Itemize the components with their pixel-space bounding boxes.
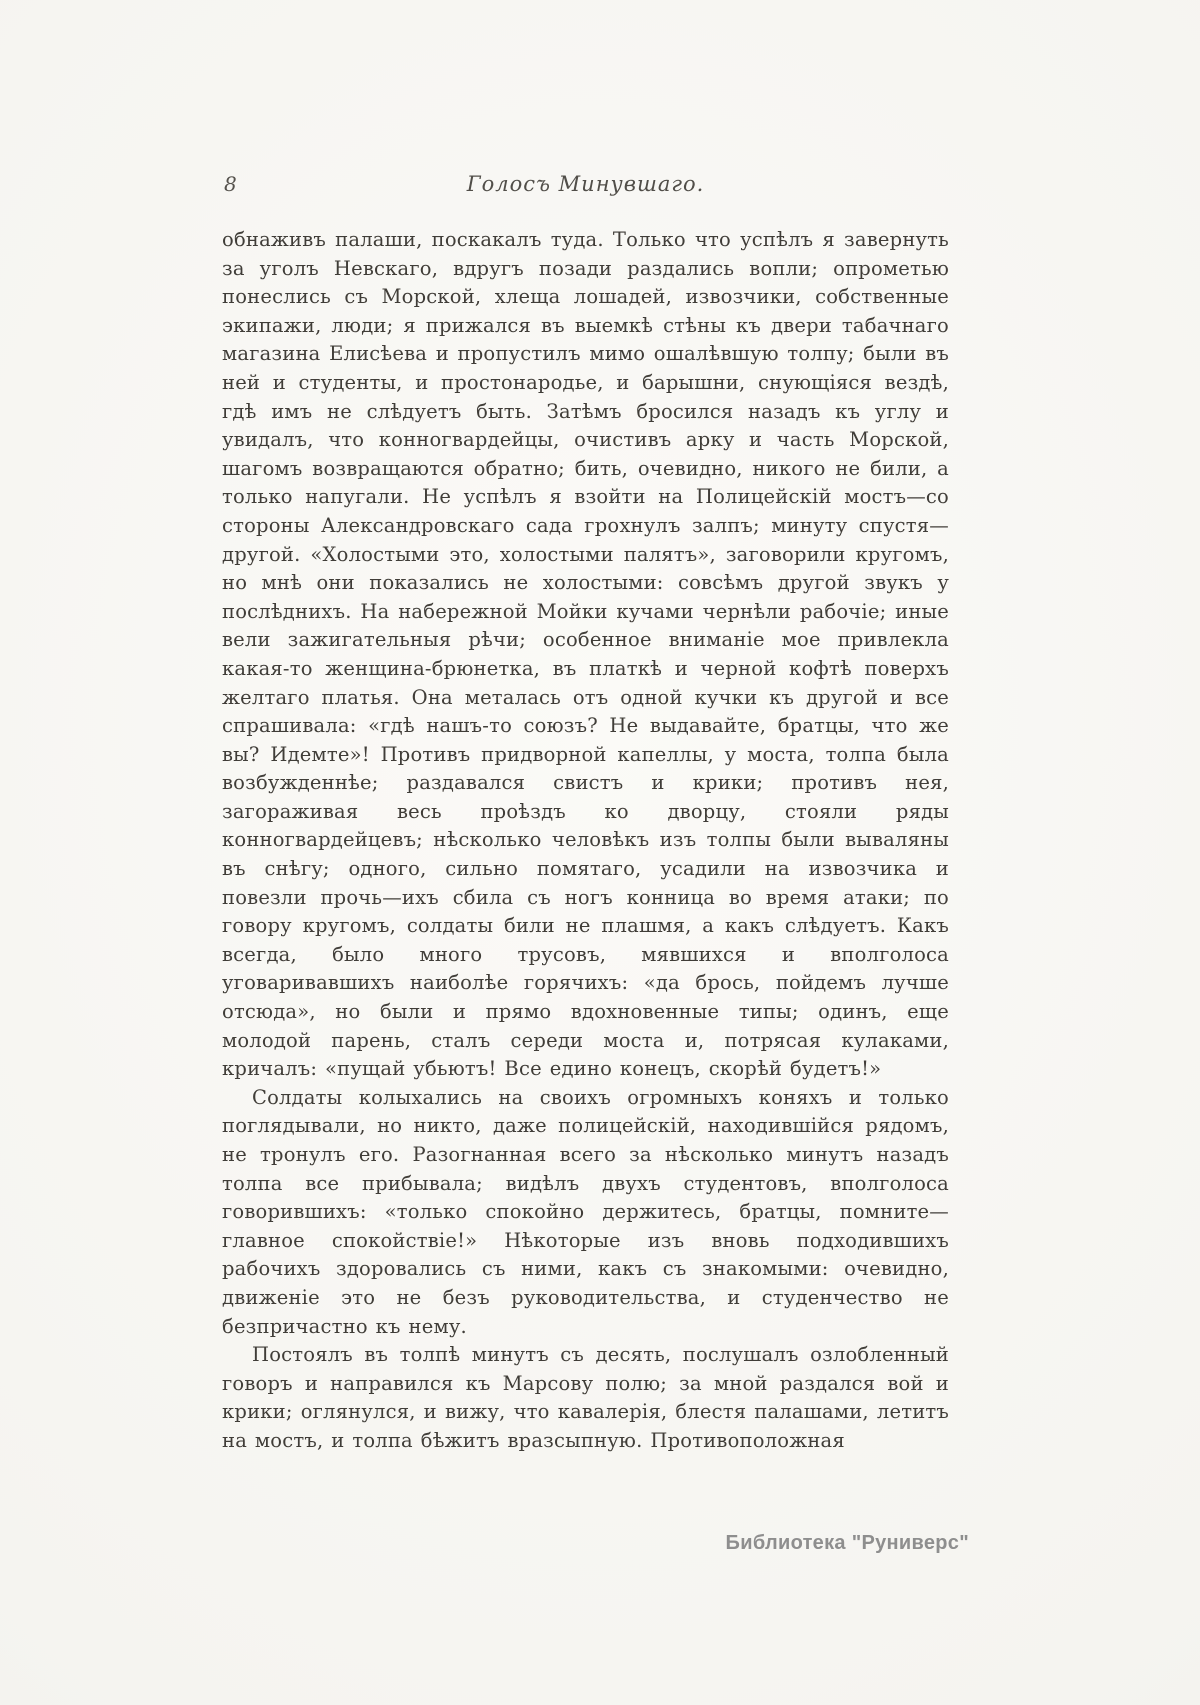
library-watermark: Библиотека "Руниверс"	[725, 1532, 969, 1554]
page-header	[222, 172, 949, 202]
paragraph-2: Солдаты колыхались на своихъ огромныхъ коняхъ и только поглядывали, но никто, даже полицейскій, находившійся рядомъ, не тронулъ его. Разогнанная всего за нѣсколько минутъ назадъ толпа все прибывала; видѣлъ двухъ студентовъ, вполголоса говорившихъ: «только спокойно держитесь, братцы, помните— главное спокойствіе!» Нѣкоторые изъ вновь подходившихъ рабочихъ здоровались съ ними, какъ съ знакомыми: очевидно, движеніе это не безъ руководительства, и студенчество не безпричастно къ нему.	[222, 1085, 949, 1338]
page-number: 8	[224, 172, 237, 196]
paragraph-3: Постоялъ въ толпѣ минутъ съ десять, послушалъ озлобленный говоръ и направился къ Марсову полю; за мной раздался вой и крики; оглянулся, и вижу, что кавалерія, блестя палашами, летитъ на мостъ, и толпа бѣжитъ вразсыпную. Противоположная	[222, 1343, 949, 1452]
running-title: Голосъ Минувшаго.	[466, 172, 705, 196]
paragraph-1: обнаживъ палаши, поскакалъ туда. Только что успѣлъ я завернуть за уголъ Невскаго, вдругъ позади раздались вопли; опрометью понеслись съ Морской, хлеща лошадей, извозчики, собственные экипажи, люди; я прижался въ выемкѣ стѣны къ двери табачнаго магазина Елисѣева и пропустилъ мимо ошалѣвшую толпу; были въ ней и студенты, и простонародье, и барышни, снующіяся вездѣ, гдѣ имъ не слѣдуетъ быть. Затѣмъ бросился назадъ къ углу и увидалъ, что конногвардейцы, очистивъ арку и часть Морской, шагомъ возвращаются обратно; бить, очевидно, никого не били, а только напугали. Не успѣлъ я взойти на Полицейскій мостъ—со стороны Александровскаго сада грохнулъ залпъ; минуту спустя—другой. «Холостыми это, холостыми палятъ», заговорили кругомъ, но мнѣ они показались не холостыми: совсѣмъ другой звукъ у послѣднихъ. На набережной Мойки кучами чернѣли рабочіе; иные вели зажигательныя рѣчи; особенное вниманіе мое привлекла какая-то женщина-брюнетка, въ платкѣ и черной кофтѣ поверхъ желтаго платья. Она металась отъ одной кучки къ другой и все спрашивала: «гдѣ нашъ-то союзъ? Не выдавайте, братцы, что же вы? Идемте»! Противъ придворной капеллы, у моста, толпа была возбужденнѣе; раздавался свистъ и крики; противъ нея, загораживая весь проѣздъ ко дворцу, стояли ряды конногвардейцевъ; нѣсколько человѣкъ изъ толпы были вываляны въ снѣгу; одного, сильно помятаго, усадили на извозчика и повезли прочь—ихъ сбила съ ногъ конница во время атаки; по говору кругомъ, солдаты били не плашмя, а какъ слѣдуетъ. Какъ всегда, было много трусовъ, мявшихся и вполголоса уговаривавшихъ наиболѣе горячихъ: «да брось, пойдемъ лучше отсюда», но были и прямо вдохновенные типы; одинъ, еще молодой парень, сталъ середи моста и, потрясая кулаками, кричалъ: «пущай убьютъ! Все едино конецъ, скорѣй будетъ!»	[222, 228, 949, 1081]
body-text-block	[222, 226, 949, 1456]
